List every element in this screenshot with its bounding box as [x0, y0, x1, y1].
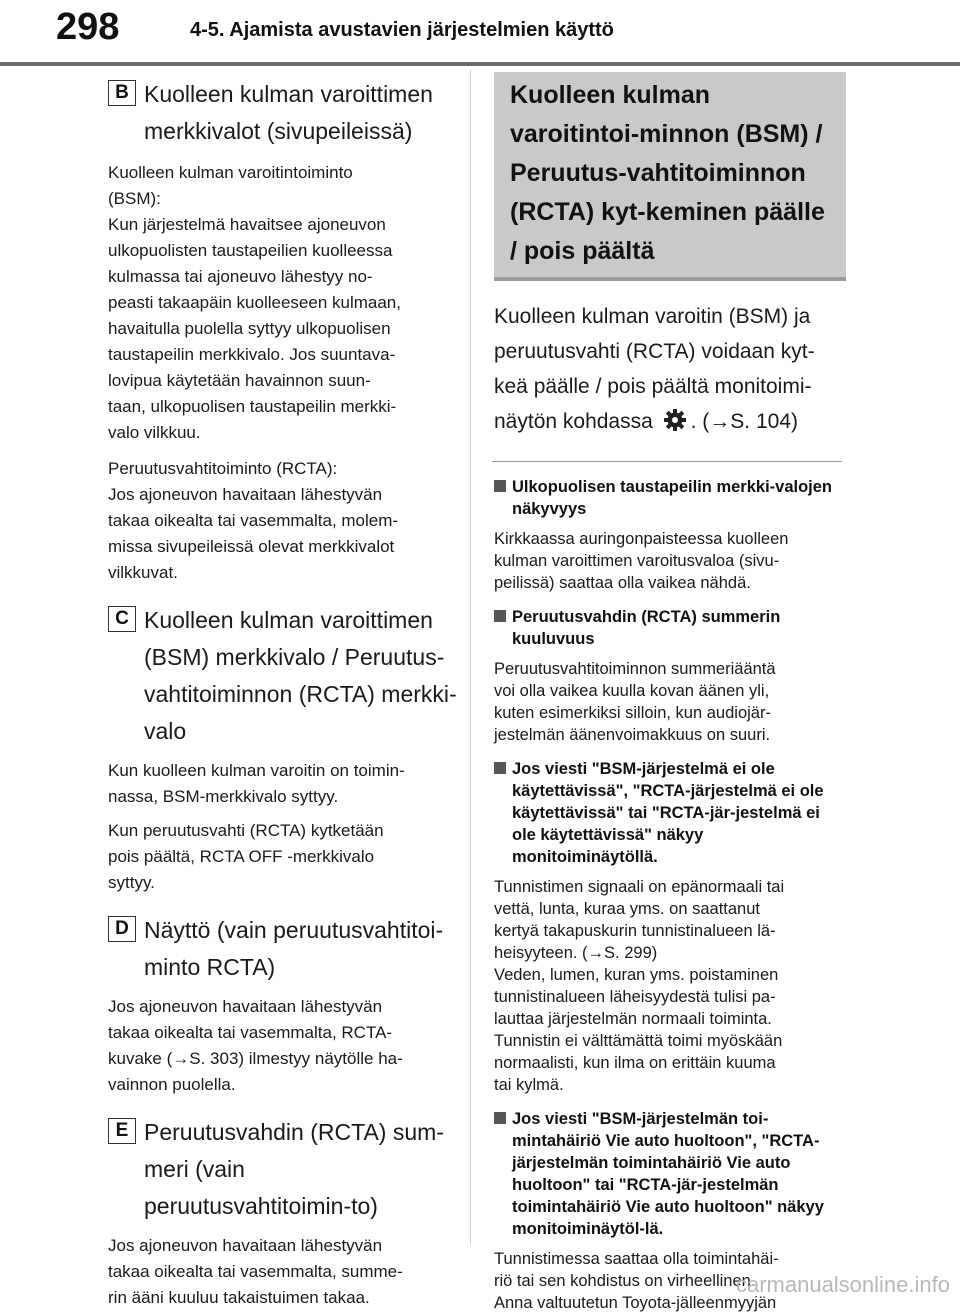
callout-letter: B	[108, 80, 136, 106]
note-heading	[494, 476, 846, 520]
column-divider	[470, 70, 471, 1245]
section-heading	[108, 912, 458, 986]
note-body: Peruutusvahtitoiminnon summeriääntä voi olla vaikea kuulla kovan äänen yli, kuten esimerkiksi silloin, kun audiojär- jestelmän äänenvoimakkuus on suuri.	[494, 660, 776, 744]
note-heading	[494, 606, 846, 650]
section-heading-text: Kuolleen kulman varoittimen (BSM) merkkivalo / Peruutus-vahtitoiminnon (RCTA) merkki-valo	[144, 607, 457, 744]
note-body: Tunnistimessa saattaa olla toimintahäi- riö tai sen kohdistus on virheellinen. Anna valtuutetun Toyota-jälleenmyyjän	[494, 1250, 779, 1312]
note-body: Tunnistimen signaali on epänormaali tai vettä, lunta, kuraa yms. on saattanut kertyä takapuskurin tunnistinalueen lä- heisyyteen. (→S. 299) Veden, lumen, kuran yms. poistaminen tunnistinalueen läheisyydestä tulisi pa- lauttaa järjestelmän normaali toiminta. Tunnistin ei välttämättä toimi myöskään normaalisti, kun ilma on erittäin kuuma tai kylmä.	[494, 878, 785, 1094]
note-heading-text: Ulkopuolisen taustapeilin merkki-valojen näkyvyys	[512, 478, 833, 518]
page-number: 298	[56, 6, 120, 48]
paragraph: Jos ajoneuvon havaitaan lähestyvän takaa oikealta tai vasemmalta, summe- rin ääni kuuluu takaistuimen takaa.	[108, 1236, 403, 1307]
gear-icon	[663, 408, 687, 432]
page-header	[0, 0, 960, 66]
section-heading	[108, 1114, 458, 1225]
left-column	[108, 72, 458, 1311]
callout-letter: C	[108, 606, 136, 632]
note-heading	[494, 758, 846, 868]
section-heading-text: Kuolleen kulman varoittimen merkkivalot (sivupeileissä)	[144, 81, 433, 144]
intro-text: Kuolleen kulman varoitin (BSM) ja peruutusvahti (RCTA) voidaan kyt-keä päälle / pois päältä monitoimi-näytön kohdassa	[494, 305, 815, 433]
right-column	[494, 72, 846, 1314]
callout-letter: E	[108, 1118, 136, 1144]
section-heading-text: Peruutusvahdin (RCTA) sum-meri (vain peruutusvahtitoimin-to)	[144, 1119, 444, 1219]
note-1	[494, 476, 846, 594]
section-b	[108, 76, 458, 586]
intro-ref: . (→S. 104)	[690, 410, 799, 433]
section-c	[108, 602, 458, 896]
section-e	[108, 1114, 458, 1311]
note-3	[494, 758, 846, 1096]
note-2	[494, 606, 846, 746]
watermark: carmanualsonline.info	[735, 1272, 950, 1297]
paragraph: Kuolleen kulman varoitintoiminto (BSM): Kun järjestelmä havaitsee ajoneuvon ulkopuolisten taustapeilien kuolleessa kulmassa tai ajoneuvo lähestyy no- peasti takaapäin kuolleeseen kulmaan, havaitulla puolella syttyy ulkopuolisen taustapeilin merkkivalo. Jos suuntava- lovipua käytetään havainnon suun- taan, ulkopuolisen taustapeilin merkki- valo vilkkuu.	[108, 163, 401, 442]
section-heading-text: Näyttö (vain peruutusvahtitoi-minto RCTA)	[144, 917, 444, 980]
section-title-box: Kuolleen kulman varoitintoi-minnon (BSM) / Peruutus-vahtitoiminnon (RCTA) kyt-keminen päälle / pois päältä	[494, 72, 846, 281]
paragraph: Peruutusvahtitoiminto (RCTA): Jos ajoneuvon havaitaan lähestyvän takaa oikealta tai vasemmalta, molem- missa sivupeileissä olevat merkkivalot vilkkuvat.	[108, 459, 399, 582]
paragraph: Jos ajoneuvon havaitaan lähestyvän takaa oikealta tai vasemmalta, RCTA- kuvake (→S. 303) ilmestyy näytölle ha- vainnon puolella.	[108, 997, 403, 1094]
chapter-title: 4-5. Ajamista avustavien järjestelmien käyttö	[190, 19, 614, 41]
bullet-square-icon	[494, 762, 506, 774]
bullet-square-icon	[494, 1112, 506, 1124]
bullet-square-icon	[494, 480, 506, 492]
section-rule	[492, 461, 842, 462]
section-heading	[108, 602, 458, 750]
note-heading-text: Jos viesti "BSM-järjestelmä ei ole käytettävissä", "RCTA-järjestelmä ei ole käytettävissä" tai "RCTA-jär-jestelmä ei ole käytettävissä" näkyy monitoiminäytöllä.	[512, 760, 824, 866]
note-heading-text: Peruutusvahdin (RCTA) summerin kuuluvuus	[512, 608, 781, 648]
header-rule	[0, 62, 960, 66]
note-heading	[494, 1108, 846, 1240]
bullet-square-icon	[494, 610, 506, 622]
intro-paragraph	[494, 299, 846, 439]
note-heading-text: Jos viesti "BSM-järjestelmän toi-mintahäiriö Vie auto huoltoon", "RCTA-järjestelmän toimintahäiriö Vie auto huoltoon" tai "RCTA-jär-jestelmän toimintahäiriö Vie auto huoltoon" näkyy monitoiminäytöl-lä.	[512, 1110, 824, 1238]
paragraph: Kun peruutusvahti (RCTA) kytketään pois päältä, RCTA OFF -merkkivalo syttyy.	[108, 821, 384, 892]
paragraph: Kun kuolleen kulman varoitin on toimin- nassa, BSM-merkkivalo syttyy.	[108, 761, 405, 806]
section-d	[108, 912, 458, 1098]
note-body: Kirkkaassa auringonpaisteessa kuolleen kulman varoittimen varoitusvaloa (sivu- peilissä) saattaa olla vaikea nähdä.	[494, 530, 789, 592]
section-heading	[108, 76, 458, 150]
callout-letter: D	[108, 916, 136, 942]
